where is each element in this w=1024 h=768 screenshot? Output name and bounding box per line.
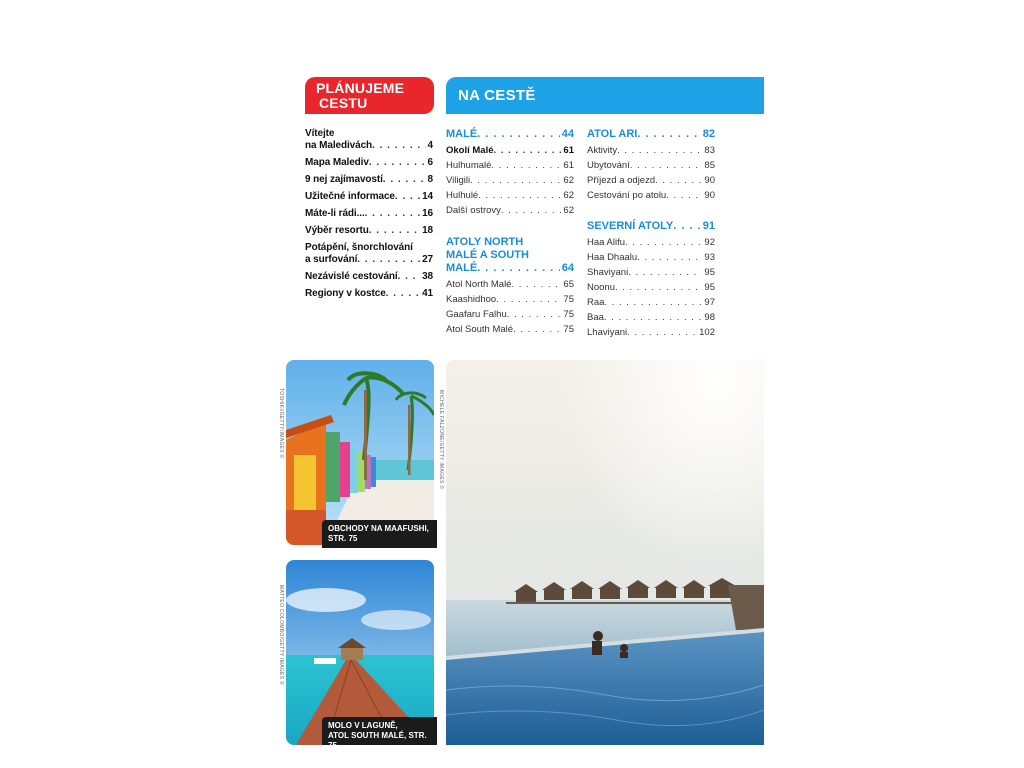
photo-caption — [322, 520, 437, 548]
toc-entry-label: Užitečné informace — [305, 191, 395, 202]
leader-dots — [398, 271, 420, 283]
toc-entry[interactable] — [305, 157, 433, 169]
toc-page-number: 83 — [704, 145, 715, 156]
toc-entry-label: Mapa Malediv — [305, 157, 369, 168]
toc-entry-label: Aktivity — [587, 145, 618, 156]
toc-page-number: 97 — [704, 297, 715, 308]
leader-dots — [383, 174, 426, 186]
toc-page-number: 95 — [704, 282, 715, 293]
leader-dots — [494, 145, 562, 157]
toc-page-number: 90 — [704, 190, 715, 201]
leader-dots — [615, 282, 702, 294]
toc-page-number: 27 — [422, 254, 433, 265]
toc-entry-label: Baa — [587, 312, 604, 323]
toc-entry[interactable] — [305, 174, 433, 186]
planning-title-line1: PLÁNUJEME — [316, 80, 405, 96]
toc-page-number: 64 — [561, 262, 574, 274]
photo-caption — [322, 717, 437, 750]
toc-entry-label: Ubytování — [587, 160, 630, 171]
toc-sub-entry[interactable] — [587, 145, 715, 157]
caption-line: ATOL SOUTH MALÉ, STR. 75 — [328, 731, 427, 750]
toc-entry-label: Potápění, šnorchlování — [305, 242, 413, 253]
toc-sub-entry[interactable] — [587, 267, 715, 279]
infinity-pool-illustration — [446, 360, 764, 745]
toc-sub-entry[interactable] — [587, 252, 715, 264]
toc-sub-entry[interactable] — [446, 205, 574, 217]
section-heading-ari[interactable] — [587, 128, 715, 141]
photo-maafushi-shops — [286, 360, 434, 545]
leader-dots — [478, 190, 561, 202]
toc-entry[interactable] — [305, 242, 433, 266]
toc-entry[interactable] — [305, 225, 433, 237]
toc-entry-label: Gaafaru Falhu — [446, 309, 507, 320]
toc-page-number: 95 — [704, 267, 715, 278]
planning-section-banner — [305, 77, 434, 114]
toc-entry-label: Vítejte — [305, 128, 335, 139]
toc-page-number: 75 — [563, 309, 574, 320]
toc-entry-label: Haa Alifu — [587, 237, 626, 248]
region-toc-column-1 — [446, 128, 574, 339]
toc-page-number: 62 — [563, 175, 574, 186]
section-heading-atoly[interactable] — [446, 236, 574, 275]
toc-page-number: 90 — [704, 175, 715, 186]
planning-title-line2: CESTU — [319, 95, 368, 111]
leader-dots — [507, 309, 562, 321]
leader-dots — [627, 327, 697, 339]
section-title: ATOLY NORTH — [446, 236, 524, 248]
toc-page-number: 16 — [422, 208, 433, 219]
leader-dots — [365, 208, 420, 220]
toc-page-number: 92 — [704, 237, 715, 248]
toc-entry[interactable] — [305, 208, 433, 220]
toc-page-number: 38 — [422, 271, 433, 282]
toc-page-number: 44 — [561, 128, 574, 140]
toc-sub-entry[interactable] — [587, 175, 715, 187]
toc-sub-entry[interactable] — [446, 160, 574, 172]
leader-dots — [372, 140, 425, 152]
leader-dots — [477, 262, 560, 275]
leader-dots — [604, 312, 703, 324]
toc-entry-label: Hulhumalé — [446, 160, 492, 171]
toc-entry-label: Kaashidhoo — [446, 294, 497, 305]
toc-entry[interactable] — [305, 288, 433, 300]
toc-page-number: 82 — [702, 128, 715, 140]
photo-infinity-pool — [446, 360, 764, 745]
photo-credit: TOSHIKI/GETTY/IMAGES © — [278, 388, 284, 459]
toc-sub-entry[interactable] — [446, 190, 574, 202]
toc-page-number: 98 — [704, 312, 715, 323]
toc-page-number: 61 — [563, 160, 574, 171]
leader-dots — [511, 279, 561, 291]
toc-entry-label: Viligili — [446, 175, 471, 186]
toc-entry[interactable] — [305, 191, 433, 203]
toc-entry-label: Okolí Malé — [446, 145, 494, 156]
toc-page-number: 91 — [702, 220, 715, 232]
toc-page-number: 75 — [563, 294, 574, 305]
leader-dots — [625, 237, 702, 249]
toc-entry-label: Atol South Malé — [446, 324, 514, 335]
toc-entry-label: Lhaviyani — [587, 327, 628, 338]
section-title: SEVERNÍ ATOLY — [587, 220, 674, 232]
leader-dots — [637, 252, 702, 264]
toc-page-number: 14 — [422, 191, 433, 202]
toc-sub-entry[interactable] — [446, 294, 574, 306]
toc-entry-label: Noonu — [587, 282, 615, 293]
toc-page-number: 102 — [699, 327, 715, 338]
toc-entry-label: Hulhulé — [446, 190, 479, 201]
toc-sub-entry[interactable] — [587, 312, 715, 324]
toc-page-number: 61 — [563, 145, 574, 156]
leader-dots — [630, 160, 703, 172]
leader-dots — [496, 294, 561, 306]
toc-page-number: 18 — [422, 225, 433, 236]
maafushi-shops-illustration — [286, 360, 434, 545]
section-heading-male[interactable] — [446, 128, 574, 141]
leader-dots — [369, 225, 420, 237]
toc-page-number: 65 — [563, 279, 574, 290]
toc-entry-label: Haa Dhaalu — [587, 252, 638, 263]
toc-entry-label: Máte-li rádi... — [305, 208, 365, 219]
leader-dots — [628, 267, 702, 279]
leader-dots — [673, 220, 701, 233]
toc-page-number: 8 — [427, 174, 433, 185]
toc-sub-entry[interactable] — [587, 190, 715, 202]
toc-page-number: 6 — [427, 157, 433, 168]
leader-dots — [501, 205, 562, 217]
section-title: MALÉ A SOUTH — [446, 249, 529, 261]
toc-entry-label: Atol North Malé — [446, 279, 512, 290]
leader-dots — [513, 324, 561, 336]
caption-line: STR. 75 — [328, 534, 358, 543]
section-title: ATOL ARI — [587, 128, 638, 140]
leader-dots — [477, 128, 560, 141]
toc-page-number: 4 — [427, 140, 433, 151]
section-title: MALÉ — [446, 262, 478, 274]
leader-dots — [604, 297, 702, 309]
toc-entry-label: Výběr resortu — [305, 225, 369, 236]
leader-dots — [470, 175, 561, 187]
leader-dots — [369, 157, 426, 169]
toc-page-number: 93 — [704, 252, 715, 263]
toc-page-number: 75 — [563, 324, 574, 335]
toc-sub-entry[interactable] — [587, 237, 715, 249]
toc-sub-entry[interactable] — [446, 309, 574, 321]
leader-dots — [637, 128, 700, 141]
toc-sub-entry[interactable] — [587, 297, 715, 309]
section-heading-severni[interactable] — [587, 220, 715, 233]
photo-credit: MATTEO COLOMBO/GETTY IMAGES © — [278, 585, 284, 685]
toc-entry-label: Raa — [587, 297, 605, 308]
leader-dots — [395, 191, 420, 203]
toc-sub-entry[interactable] — [446, 279, 574, 291]
toc-sub-entry[interactable] — [446, 145, 574, 157]
toc-page-number: 62 — [563, 205, 574, 216]
caption-line: OBCHODY NA MAAFUSHI, — [328, 524, 429, 533]
toc-sub-entry[interactable] — [446, 324, 574, 336]
toc-entry-label: Další ostrovy — [446, 205, 501, 216]
caption-line: MOLO V LAGUNĚ, — [328, 721, 398, 730]
region-toc-column-2 — [587, 128, 715, 342]
toc-sub-entry[interactable] — [587, 327, 715, 339]
leader-dots — [655, 175, 702, 187]
toc-entry-label: Cestování po atolu — [587, 190, 667, 201]
toc-page-number: 85 — [704, 160, 715, 171]
toc-sub-entry[interactable] — [587, 160, 715, 172]
toc-entry[interactable] — [305, 128, 433, 152]
toc-entry-label: 9 nej zajímavostí — [305, 174, 383, 185]
toc-sub-entry[interactable] — [446, 175, 574, 187]
toc-entry-label: Příjezd a odjezd — [587, 175, 656, 186]
toc-entry-label: Regiony v kostce — [305, 288, 386, 299]
toc-page-number: 41 — [422, 288, 433, 299]
on-the-road-banner: NA CESTĚ — [446, 77, 764, 114]
leader-dots — [491, 160, 561, 172]
toc-entry-label: Nezávislé cestování — [305, 271, 398, 282]
leader-dots — [386, 288, 420, 300]
photo-credit: MICHELE FALZONE/GETTY IMAGES © — [438, 390, 444, 490]
toc-sub-entry[interactable] — [587, 282, 715, 294]
toc-entry-label: a surfování — [305, 254, 358, 265]
toc-entry-label: na Maledivách — [305, 140, 373, 151]
toc-page-number: 62 — [563, 190, 574, 201]
leader-dots — [617, 145, 702, 157]
leader-dots — [357, 254, 420, 266]
toc-entry[interactable] — [305, 271, 433, 283]
planning-toc — [305, 128, 433, 305]
leader-dots — [666, 190, 702, 202]
section-title: MALÉ — [446, 128, 478, 140]
toc-entry-label: Shaviyani — [587, 267, 629, 278]
